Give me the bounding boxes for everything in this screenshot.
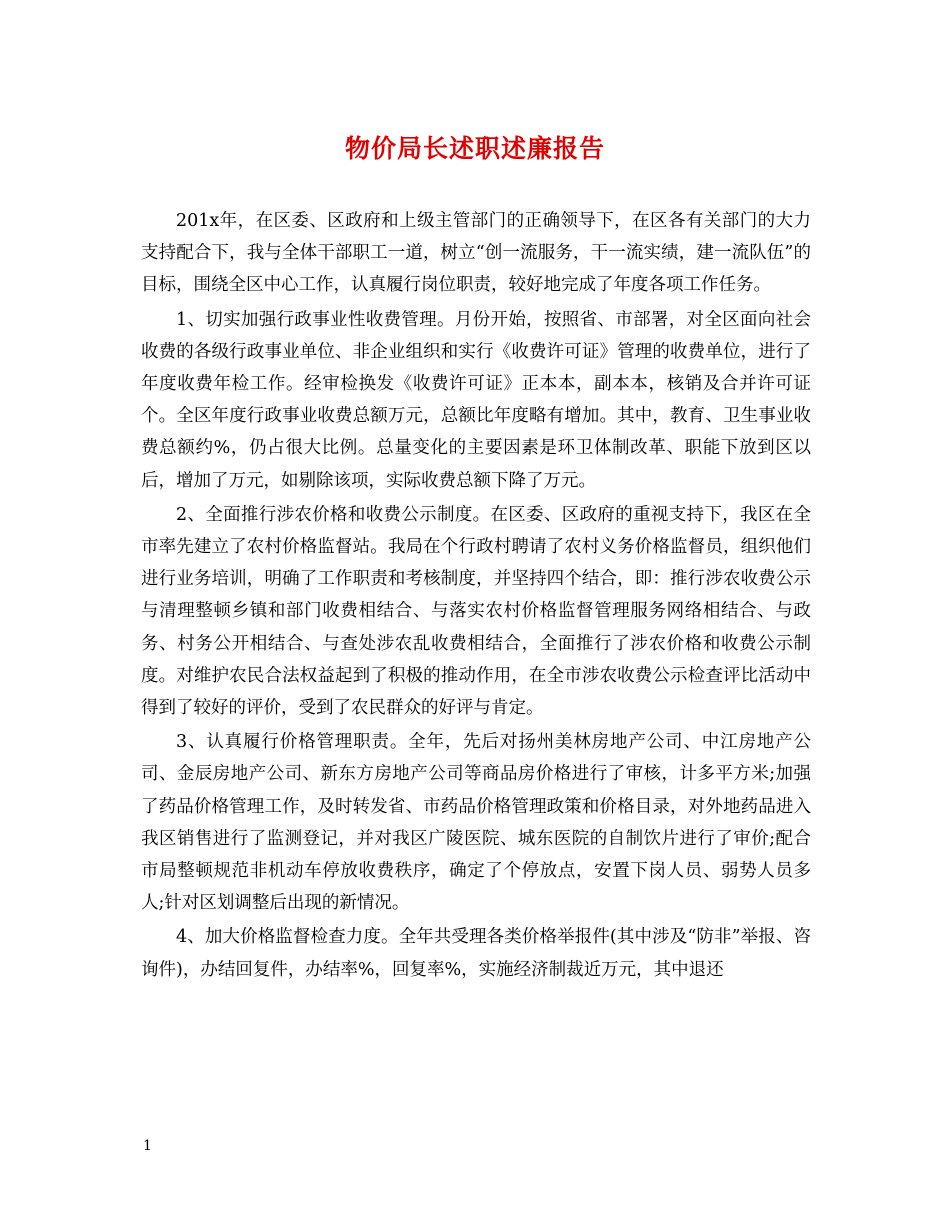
paragraph-intro: 201x年，在区委、区政府和上级主管部门的正确领导下，在区各有关部门的大力支持配合下，我与全体干部职工一道，树立“创一流服务，干一流实绩，建一流队伍”的目标，围绕全区中心工作，认真履行岗位职责，较好地完成了年度各项工作任务。 — [141, 211, 811, 296]
paragraph-price-supervision: 4、加大价格监督检查力度。全年共受理各类价格举报件(其中涉及“防非”举报、咨询件)，办结回复件，办结率%，回复率%，实施经济制裁近万元，其中退还 — [141, 927, 811, 980]
paragraph-fee-management: 1、切实加强行政事业性收费管理。月份开始，按照省、市部署，对全区面向社会收费的各级行政事业单位、非企业组织和实行《收费许可证》管理的收费单位，进行了年度收费年检工作。经审检换发《收费许可证》正本本，副本本，核销及合并许可证个。全区年度行政事业收费总额万元，总额比年度略有增加。其中，教育、卫生事业收费总额约%，仍占很大比例。总量变化的主要因素是环卫体制改革、职能下放到区以后，增加了万元，如剔除该项，实际收费总额下降了万元。 — [141, 309, 811, 491]
paragraph-price-management: 3、认真履行价格管理职责。全年，先后对扬州美林房地产公司、中江房地产公司、金辰房地产公司、新东方房地产公司等商品房价格进行了审核，计多平方米;加强了药品价格管理工作，及时转发省、市药品价格管理政策和价格目录，对外地药品进入我区销售进行了监测登记，并对我区广陵医院、城东医院的自制饮片进行了审价;配合市局整顿规范非机动车停放收费秩序，确定了个停放点，安置下岗人员、弱势人员多人;针对区划调整后出现的新情况。 — [141, 732, 811, 914]
document-body — [141, 205, 811, 986]
document-title: 物价局长述职述廉报告 — [344, 134, 605, 163]
paragraph-rural-pricing: 2、全面推行涉农价格和收费公示制度。在区委、区政府的重视支持下，我区在全市率先建立了农村价格监督站。我局在个行政村聘请了农村义务价格监督员，组织他们进行业务培训，明确了工作职责和考核制度，并坚持四个结合，即：推行涉农收费公示与清理整顿乡镇和部门收费相结合、与落实农村价格监督管理服务网络相结合、与政务、村务公开相结合、与查处涉农乱收费相结合，全面推行了涉农价格和收费公示制度。对维护农民合法权益起到了积极的推动作用，在全市涉农收费公示检查评比活动中得到了较好的评价，受到了农民群众的好评与肯定。 — [141, 504, 811, 719]
page-number: 1 — [143, 1138, 152, 1154]
